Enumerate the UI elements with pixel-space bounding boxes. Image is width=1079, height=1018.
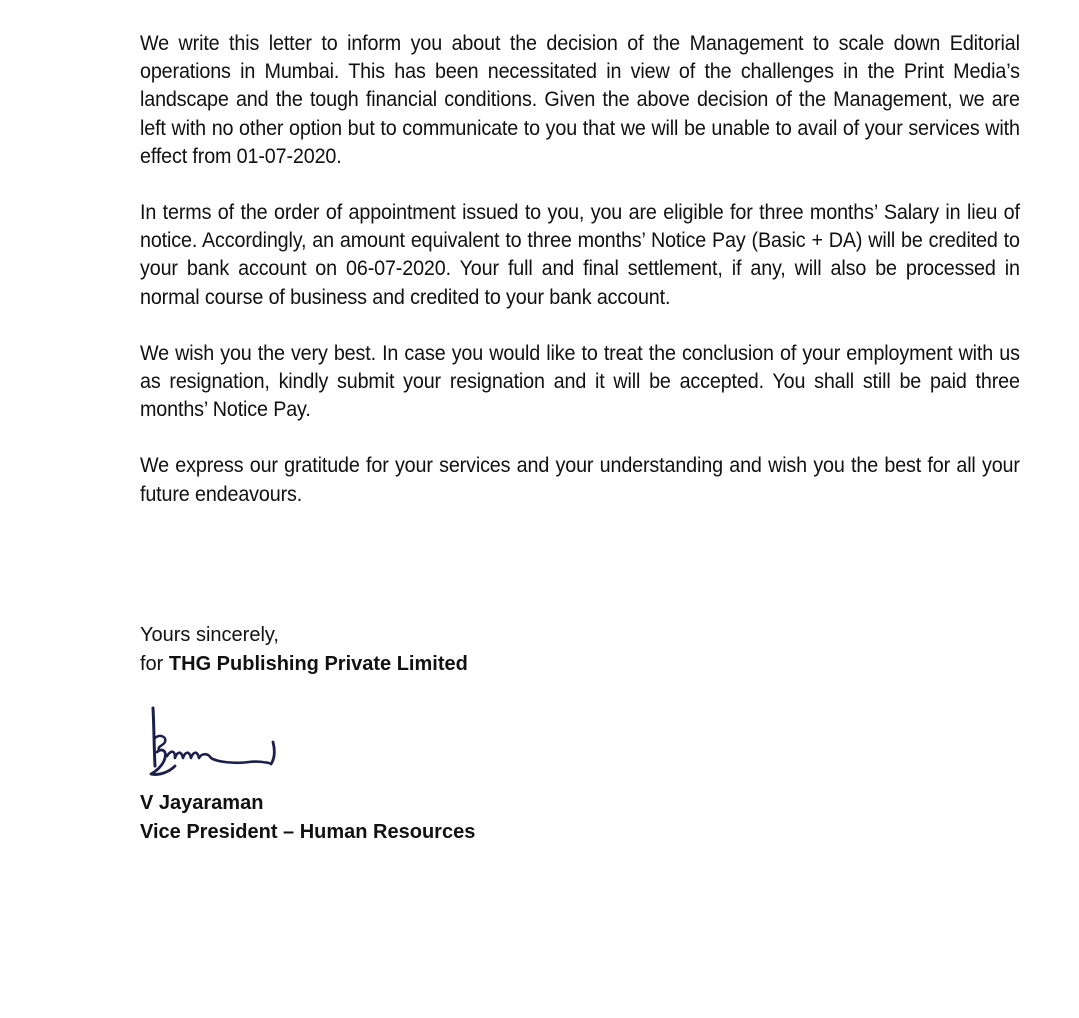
paragraph-notice-pay: In terms of the order of appointment issued to you, you are eligible for three months’ Salary in lieu of notice. Accordingly, an amount equivalent to three months’ Notice Pay (Basic + DA) will be credited to your bank account on 06-07-2020. Your full and final settlement, if any, will also be processed in normal course of business and credited to your bank account. (140, 201, 1020, 309)
closing-block (140, 621, 468, 679)
company-line (140, 650, 468, 679)
for-prefix: for (140, 653, 169, 675)
letter-body (140, 30, 1020, 509)
paragraph-gratitude: We express our gratitude for your services and your understanding and wish you the best for all your future endeavours. (140, 454, 1020, 506)
paragraph-decision: We write this letter to inform you about the decision of the Management to scale down Editorial operations in Mumbai. This has been necessitated in view of the challenges in the Print Media’s landscape and the tough financial conditions. Given the above decision of the Management, we are left with no other option but to communicate to you that we will be unable to avail of your services with effect from 01-07-2020. (140, 32, 1020, 168)
company-name: THG Publishing Private Limited (168, 653, 468, 675)
signatory-block (140, 789, 475, 847)
signatory-title: Vice President – Human Resources (140, 821, 476, 843)
signatory-name: V Jayaraman (140, 792, 264, 814)
paragraph-resignation-option: We wish you the very best. In case you would like to treat the conclusion of your employment with us as resignation, kindly submit your resignation and it will be accepted. You shall still be paid three months’ Notice Pay. (140, 341, 1020, 422)
salutation: Yours sincerely, (140, 624, 279, 646)
signature-icon (145, 706, 285, 786)
